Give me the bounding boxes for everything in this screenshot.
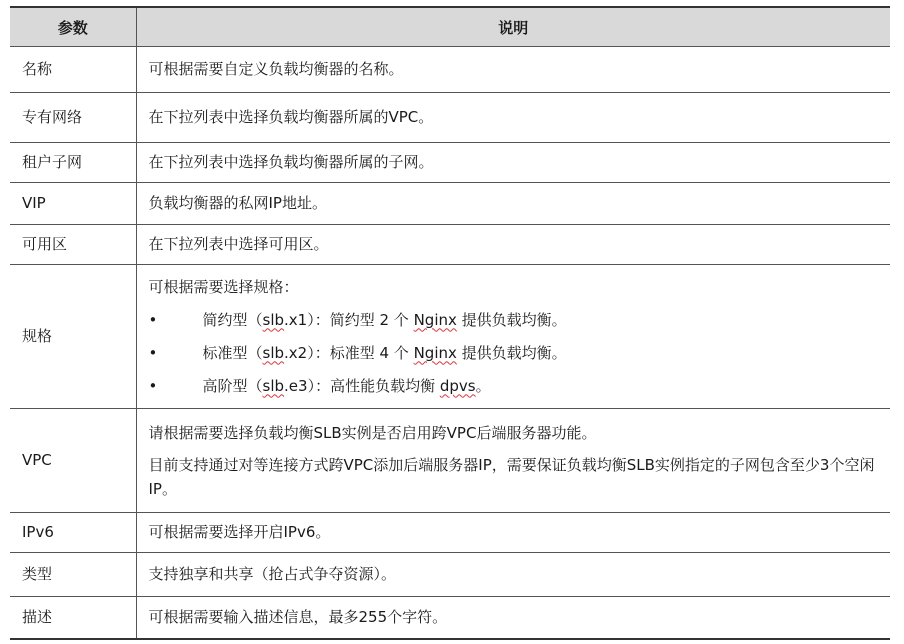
table-row bbox=[10, 513, 890, 553]
list-item: • 简约型（slb.x1）：简约型 2 个 Nginx 提供负载均衡。 bbox=[149, 304, 879, 337]
parameter-table bbox=[10, 6, 890, 640]
param-name: IPv6 bbox=[10, 513, 136, 553]
table-row bbox=[10, 225, 890, 265]
param-name: 描述 bbox=[10, 597, 136, 639]
param-desc: 支持独享和共享（抢占式争夺资源）。 bbox=[136, 553, 890, 597]
param-name: 规格 bbox=[10, 265, 136, 409]
param-desc-vpc bbox=[136, 409, 890, 513]
table-row bbox=[10, 143, 890, 183]
param-desc: 在下拉列表中选择可用区。 bbox=[136, 225, 890, 265]
vpc-paragraph-1: 请根据需要选择负载均衡SLB实例是否启用跨VPC后端服务器功能。 bbox=[148, 423, 597, 442]
table-row bbox=[10, 265, 890, 409]
param-desc-spec bbox=[136, 265, 890, 409]
table-row bbox=[10, 183, 890, 225]
param-desc: 在下拉列表中选择负载均衡器所属的子网。 bbox=[136, 143, 890, 183]
table-row bbox=[10, 47, 890, 93]
table-header-row bbox=[10, 7, 890, 47]
param-name: 类型 bbox=[10, 553, 136, 597]
param-name: VIP bbox=[10, 183, 136, 225]
spec-intro: 可根据需要选择规格： bbox=[148, 277, 299, 296]
table-row bbox=[10, 93, 890, 143]
param-name: 名称 bbox=[10, 47, 136, 93]
list-item: • 标准型（slb.x2）：标准型 4 个 Nginx 提供负载均衡。 bbox=[149, 337, 879, 370]
param-desc: 在下拉列表中选择负载均衡器所属的VPC。 bbox=[136, 93, 890, 143]
param-desc: 可根据需要选择开启IPv6。 bbox=[136, 513, 890, 553]
header-param: 参数 bbox=[10, 7, 136, 47]
table-row bbox=[10, 553, 890, 597]
header-description: 说明 bbox=[136, 7, 890, 47]
param-name: 租户子网 bbox=[10, 143, 136, 183]
param-name: VPC bbox=[10, 409, 136, 513]
param-desc: 可根据需要输入描述信息，最多255个字符。 bbox=[136, 597, 890, 639]
param-desc: 可根据需要自定义负载均衡器的名称。 bbox=[136, 47, 890, 93]
vpc-paragraph-2: 目前支持通过对等连接方式跨VPC添加后端服务器IP，需要保证负载均衡SLB实例指定的子网包含至少3个空闲IP。 bbox=[148, 455, 875, 498]
param-desc: 负载均衡器的私网IP地址。 bbox=[136, 183, 890, 225]
parameter-table-wrapper bbox=[10, 6, 890, 640]
table-row bbox=[10, 597, 890, 639]
param-name: 可用区 bbox=[10, 225, 136, 265]
list-item: • 高阶型（slb.e3）：高性能负载均衡 dpvs。 bbox=[149, 370, 879, 403]
table-row bbox=[10, 409, 890, 513]
param-name: 专有网络 bbox=[10, 93, 136, 143]
